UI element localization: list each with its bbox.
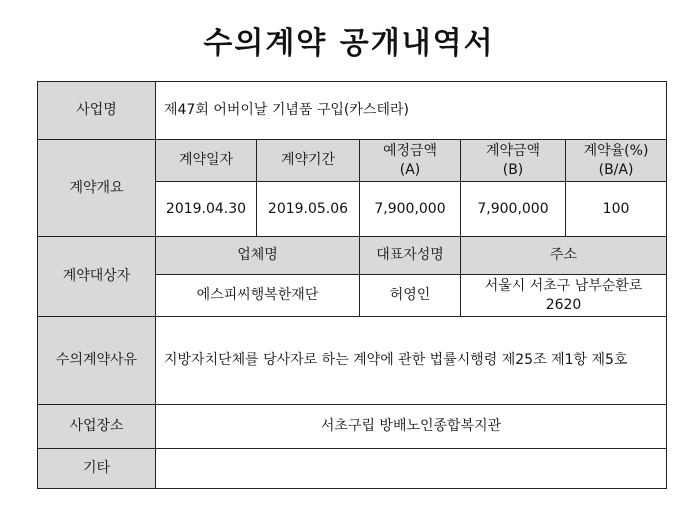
location-row bbox=[38, 405, 667, 449]
address-value: 서울시 서초구 남부순환로 2620 bbox=[461, 275, 667, 317]
representative-value: 허영인 bbox=[360, 275, 461, 317]
contract-period-value: 2019.05.06 bbox=[257, 182, 360, 237]
contract-amount-header: 계약금액 (B) bbox=[461, 140, 566, 182]
location-label: 사업장소 bbox=[38, 405, 156, 449]
representative-header: 대표자성명 bbox=[360, 237, 461, 275]
overview-label: 계약개요 bbox=[38, 140, 156, 237]
reason-row bbox=[38, 317, 667, 405]
contractor-header-row bbox=[38, 237, 667, 275]
contract-amount-value: 7,900,000 bbox=[461, 182, 566, 237]
project-label: 사업명 bbox=[38, 82, 156, 140]
location-value: 서초구립 방배노인종합복지관 bbox=[156, 405, 667, 449]
address-header: 주소 bbox=[461, 237, 667, 275]
project-row bbox=[38, 82, 667, 140]
estimated-amount-header: 예정금액 (A) bbox=[360, 140, 461, 182]
contract-rate-header: 계약율(%) (B/A) bbox=[566, 140, 667, 182]
contract-date-header: 계약일자 bbox=[156, 140, 257, 182]
company-header: 업체명 bbox=[156, 237, 360, 275]
company-value: 에스피씨행복한재단 bbox=[156, 275, 360, 317]
other-label: 기타 bbox=[38, 449, 156, 489]
contract-rate-value: 100 bbox=[566, 182, 667, 237]
contractor-label: 계약대상자 bbox=[38, 237, 156, 317]
other-value bbox=[156, 449, 667, 489]
overview-header-row bbox=[38, 140, 667, 182]
contract-disclosure-table bbox=[37, 81, 667, 489]
other-row bbox=[38, 449, 667, 489]
contract-date-value: 2019.04.30 bbox=[156, 182, 257, 237]
document-title: 수의계약 공개내역서 bbox=[203, 26, 495, 61]
reason-value: 지방자치단체를 당사자로 하는 계약에 관한 법률시행령 제25조 제1항 제5호 bbox=[156, 317, 667, 405]
estimated-amount-value: 7,900,000 bbox=[360, 182, 461, 237]
reason-label: 수의계약사유 bbox=[38, 317, 156, 405]
contract-period-header: 계약기간 bbox=[257, 140, 360, 182]
project-value: 제47회 어버이날 기념품 구입(카스테라) bbox=[156, 82, 667, 140]
